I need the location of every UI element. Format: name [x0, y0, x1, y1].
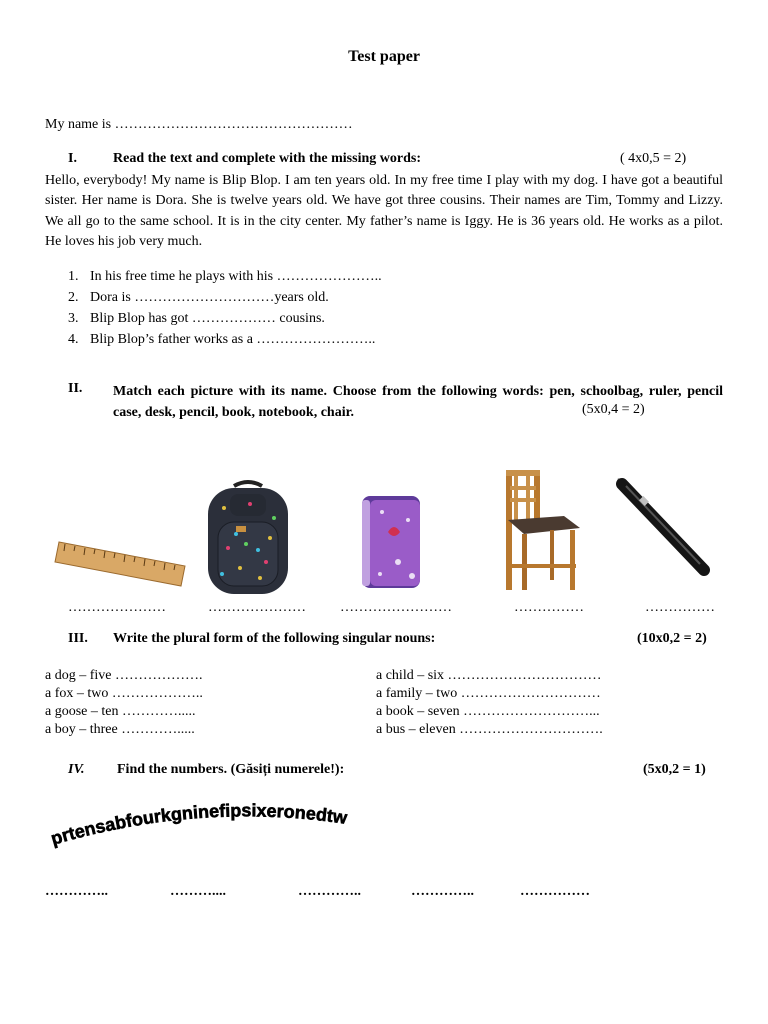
plural-item: a bus – eleven …………………………. [376, 722, 603, 737]
section-1-instruction: Read the text and complete with the missing words: [113, 151, 421, 166]
section-3-instruction: Write the plural form of the following singular nouns: [113, 631, 436, 646]
puzzle-text: prtensabfourkgninefipsixeronedtw [48, 800, 349, 849]
reading-paragraph: Hello, everybody! My name is Blip Blop. I am ten years old. In my free time I play with my dog. I have got a beautiful sister. Her name is Dora. She is twelve years old. We have got three cousins. Their names are Tim, Tommy and Lizzy. We all go to the same school. It is in the city center. My father’s name is Iggy. He is 36 years old. He works as a pilot. He loves his job very much. [45, 173, 723, 250]
schoolbag-image [200, 478, 296, 598]
plural-item: a boy – three …………..... [45, 722, 195, 737]
section-4-instruction: Find the numbers. (Găsiți numerele!): [117, 762, 345, 777]
word-puzzle [45, 795, 435, 855]
section-3-score: (10x0,2 = 2) [637, 631, 707, 646]
plural-item: a family – two ………………………… [376, 686, 601, 701]
name-line: My name is …………………………………………… [45, 117, 353, 132]
picture-blank-5: …………… [645, 600, 715, 615]
list-item: 3. Blip Blop has got ……………… cousins. [68, 311, 325, 326]
plural-item: a book – seven ………………………... [376, 704, 600, 719]
question-list [68, 266, 382, 350]
chair-image [500, 466, 588, 594]
list-item: 2. Dora is …………………………years old. [68, 290, 329, 305]
list-item: 1. In his free time he plays with his ………………….. [68, 269, 382, 284]
plural-item: a dog – five ………………. [45, 668, 203, 683]
section-3-number: III. [68, 631, 88, 646]
pencil-case-image [358, 492, 426, 592]
plural-item: a goose – ten …………..... [45, 704, 196, 719]
page-title: Test paper [348, 48, 420, 65]
list-item: 4. Blip Blop’s father works as a …………………….. [68, 332, 376, 347]
answer-blank-3: ………….. [298, 884, 361, 899]
section-4-number: IV. [68, 762, 85, 777]
section-2-score: (5x0,4 = 2) [582, 402, 645, 417]
picture-blank-3: …………………… [340, 600, 452, 615]
section-2-instruction: Match each picture with its name. Choose from the following words: pen, schoolbag, ruler, pencil case, desk, pencil, book, notebook, chair. [113, 384, 723, 420]
answer-blank-1: ………….. [45, 884, 108, 899]
picture-blank-4: …………… [514, 600, 584, 615]
section-4-score: (5x0,2 = 1) [643, 762, 706, 777]
ruler-image [45, 528, 187, 590]
answer-blank-2: ……….... [170, 884, 226, 899]
section-1-score: ( 4x0,5 = 2) [620, 151, 687, 166]
section-2-number: II. [68, 381, 83, 396]
picture-blank-2: ………………… [208, 600, 306, 615]
answer-blank-4: ………….. [411, 884, 474, 899]
svg-text:prtensabfourkgninefipsixeroned [49, 800, 350, 848]
pen-image [612, 474, 712, 576]
answer-blank-5: …………… [520, 884, 590, 899]
plural-item: a child – six …………………………… [376, 668, 602, 683]
section-1-number: I. [68, 151, 77, 166]
picture-blank-1: ………………… [68, 600, 166, 615]
plural-item: a fox – two ……………….. [45, 686, 203, 701]
